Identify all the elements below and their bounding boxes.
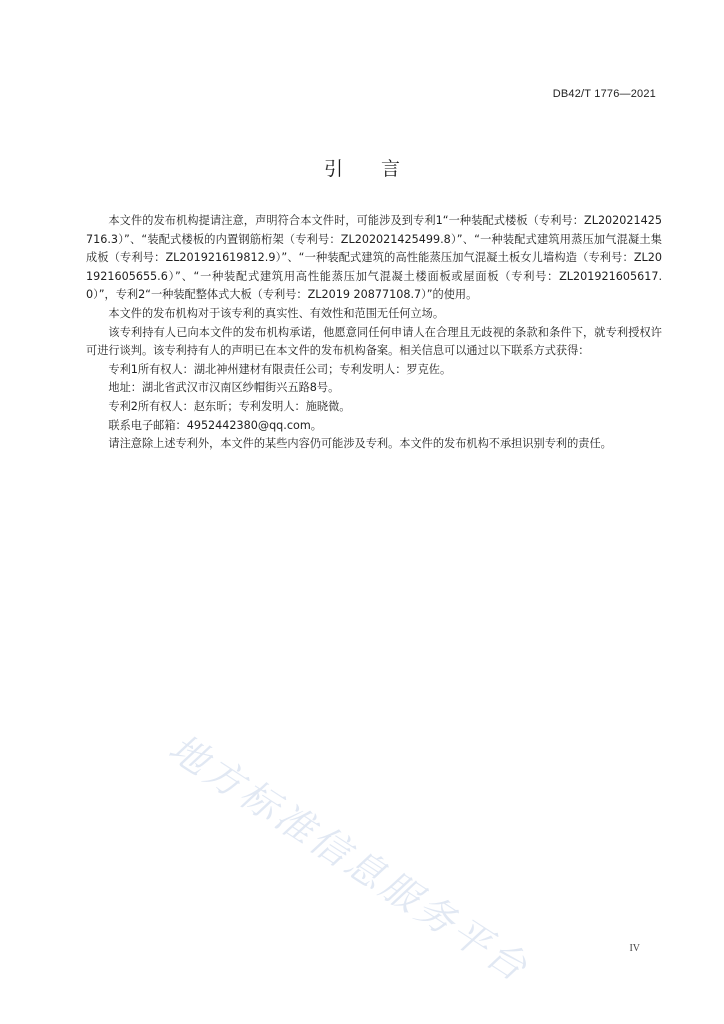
paragraph-closing-note: 请注意除上述专利外，本文件的某些内容仍可能涉及专利。本文件的发布机构不承担识别专利的责任。 [108, 437, 612, 451]
page-number: IV [629, 943, 640, 954]
paragraph-patent-notice: 本文件的发布机构提请注意，声明符合本文件时，可能涉及到专利1“一种装配式楼板（专利号：ZL202021425716.3）”、“装配式楼板的内置钢筋桁架（专利号：ZL202021425499.8）”、“一种装配式建筑用蒸压加气混凝土集成板（专利号：ZL201921619812.9）”、“一种装配式建筑的高性能蒸压加气混凝土板女儿墙构造（专利号：ZL201921605655.6）”、“一种装配式建筑用高性能蒸压加气混凝土楼面板或屋面板（专利号：ZL201921605617.0）”，专利2“一种装配整体式大板（专利号：ZL2019 20877108.7）”的使用。 [86, 214, 662, 302]
document-body [86, 212, 662, 454]
page-title: 引言 [323, 158, 438, 180]
watermark: 地方标准信息服务平台 [161, 725, 538, 992]
paragraph-address: 地址：湖北省武汉市汉南区纱帽街兴五路8号。 [108, 381, 340, 395]
paragraph-patent1-owner: 专利1所有权人：湖北神州建材有限责任公司；专利发明人：罗克佐。 [108, 362, 452, 376]
paragraph-holder-commitment: 该专利持有人已向本文件的发布机构承诺，他愿意同任何申请人在合理且无歧视的条款和条件下，就专利授权许可进行谈判。该专利持有人的声明已在本文件的发布机构备案。相关信息可以通过以下联系方式获得： [86, 325, 662, 358]
paragraph-contact-email: 联系电子邮箱：4952442380@qq.com。 [108, 418, 322, 432]
paragraph-patent2-owner: 专利2所有权人：赵东昕；专利发明人：施晓微。 [108, 399, 351, 413]
paragraph-position-statement: 本文件的发布机构对于该专利的真实性、有效性和范围无任何立场。 [108, 306, 445, 320]
document-number: DB42/T 1776—2021 [552, 88, 656, 100]
